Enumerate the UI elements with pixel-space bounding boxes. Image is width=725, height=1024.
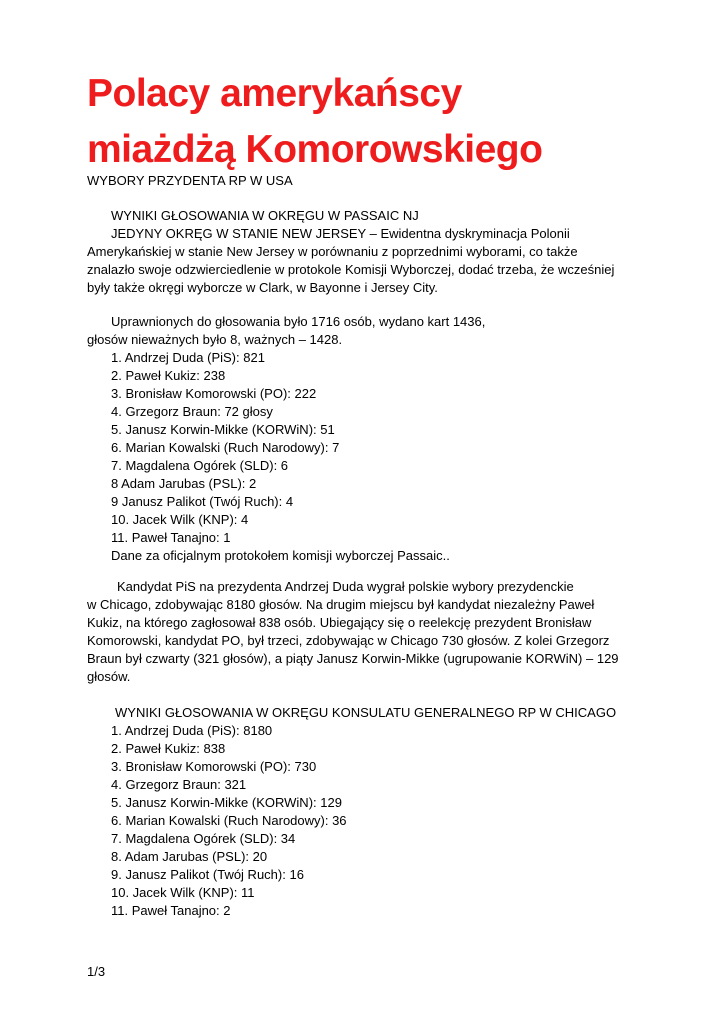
result-item: 3. Bronisław Komorowski (PO): 730 — [111, 759, 317, 774]
chicago-summary-line: w Chicago, zdobywając 8180 głosów. Na drugim miejscu był kandydat niezależny Paweł — [87, 597, 595, 612]
page-number: 1/3 — [87, 964, 106, 979]
chicago-heading: WYNIKI GŁOSOWANIA W OKRĘGU KONSULATU GENERALNEGO RP W CHICAGO — [115, 705, 617, 720]
result-item: 7. Magdalena Ogórek (SLD): 6 — [111, 458, 289, 473]
passaic-intro-line: Amerykańskiej w stanie New Jersey w porównaniu z poprzednimi wyborami, co także — [87, 244, 578, 259]
result-item: 9. Janusz Palikot (Twój Ruch): 16 — [111, 867, 304, 882]
result-item: 10. Jacek Wilk (KNP): 4 — [111, 512, 249, 527]
subtitle: WYBORY PRZYDENTA RP W USA — [87, 173, 293, 188]
result-item: 5. Janusz Korwin-Mikke (KORWiN): 51 — [111, 422, 335, 437]
passaic-section — [87, 207, 687, 297]
result-item: 2. Paweł Kukiz: 838 — [111, 741, 226, 756]
result-item: 9 Janusz Palikot (Twój Ruch): 4 — [111, 494, 294, 509]
chicago-summary — [87, 578, 687, 686]
passaic-intro-line: były także okręgi wyborcze w Clark, w Bayonne i Jersey City. — [87, 280, 438, 295]
result-item: 11. Paweł Tanajno: 2 — [111, 903, 231, 918]
result-item: 8 Adam Jarubas (PSL): 2 — [111, 476, 257, 491]
result-item: 1. Andrzej Duda (PiS): 8180 — [111, 723, 273, 738]
chicago-section — [87, 704, 687, 920]
passaic-stats-line: głosów nieważnych było 8, ważnych – 1428. — [87, 332, 343, 347]
passaic-results-list — [87, 349, 687, 565]
result-item: 4. Grzegorz Braun: 321 — [111, 777, 247, 792]
passaic-intro-line: JEDYNY OKRĘG W STANIE NEW JERSEY – Ewidentna dyskryminacja Polonii — [111, 226, 570, 241]
result-item: 5. Janusz Korwin-Mikke (KORWiN): 129 — [111, 795, 342, 810]
result-item: 2. Paweł Kukiz: 238 — [111, 368, 226, 383]
chicago-summary-line: Kandydat PiS na prezydenta Andrzej Duda wygrał polskie wybory prezydenckie — [117, 579, 574, 594]
article-title — [87, 66, 707, 178]
result-item: 6. Marian Kowalski (Ruch Narodowy): 36 — [111, 813, 347, 828]
result-item: 11. Paweł Tanajno: 1 — [111, 530, 231, 545]
title-line-2: miażdżą Komorowskiego — [87, 128, 543, 171]
passaic-stats — [87, 313, 687, 565]
chicago-summary-line: głosów. — [87, 669, 131, 684]
result-item: 4. Grzegorz Braun: 72 głosy — [111, 404, 273, 419]
result-item: 10. Jacek Wilk (KNP): 11 — [111, 885, 255, 900]
chicago-summary-line: Braun był czwarty (321 głosów), a piąty Janusz Korwin-Mikke (ugrupowanie KORWiN) – 129 — [87, 651, 619, 666]
result-item: 3. Bronisław Komorowski (PO): 222 — [111, 386, 317, 401]
chicago-summary-line: Kukiz, na którego zagłosował 838 osób. Ubiegający się o reelekcję prezydent Bronisław — [87, 615, 592, 630]
result-item: 6. Marian Kowalski (Ruch Narodowy): 7 — [111, 440, 340, 455]
passaic-source-note: Dane za oficjalnym protokołem komisji wyborczej Passaic.. — [111, 548, 450, 563]
passaic-intro-line: znalazło swoje odzwierciedlenie w protokole Komisji Wyborczej, dodać trzeba, że wcześniej — [87, 262, 615, 277]
chicago-summary-line: Komorowski, kandydat PO, był trzeci, zdobywając w Chicago 730 głosów. Z kolei Grzegorz — [87, 633, 610, 648]
passaic-stats-line: Uprawnionych do głosowania było 1716 osób, wydano kart 1436, — [111, 314, 486, 329]
passaic-heading: WYNIKI GŁOSOWANIA W OKRĘGU W PASSAIC NJ — [111, 208, 419, 223]
result-item: 8. Adam Jarubas (PSL): 20 — [111, 849, 268, 864]
title-line-1: Polacy amerykańscy — [87, 72, 462, 115]
result-item: 7. Magdalena Ogórek (SLD): 34 — [111, 831, 296, 846]
chicago-results-list — [87, 722, 687, 920]
result-item: 1. Andrzej Duda (PiS): 821 — [111, 350, 265, 365]
